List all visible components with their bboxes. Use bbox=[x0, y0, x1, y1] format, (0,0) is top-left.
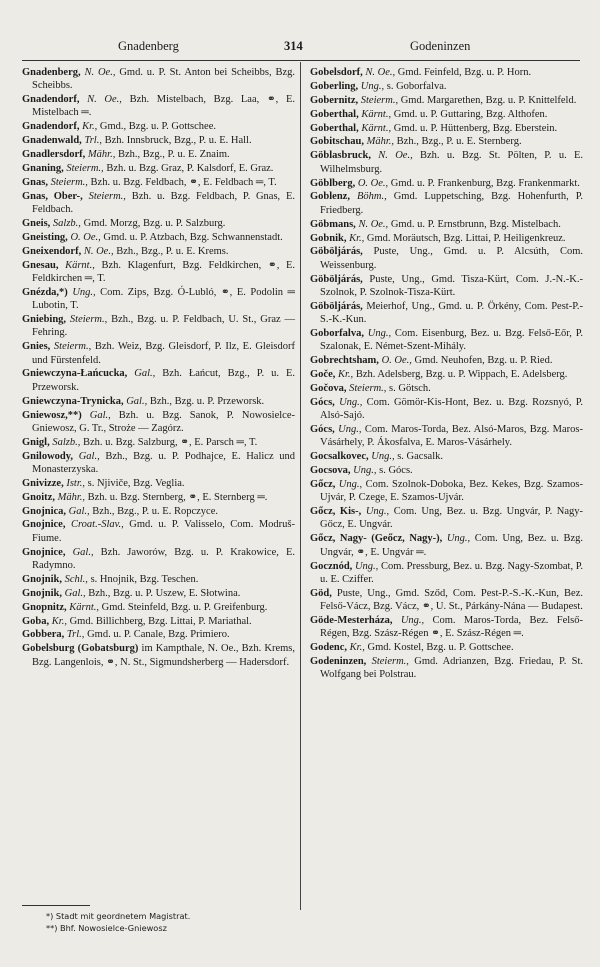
gazetteer-entry bbox=[22, 642, 295, 669]
entry-headword: Gobelsdorf, bbox=[310, 67, 363, 78]
entry-region: O. Oe., bbox=[70, 231, 101, 243]
entry-headword: Gobitschau, bbox=[310, 136, 364, 148]
entry-details: Gmd., Bzg. u. P. Gottschee. bbox=[99, 121, 216, 133]
running-header bbox=[0, 39, 600, 57]
gazetteer-entry bbox=[310, 655, 583, 682]
entry-headword: Gočova, bbox=[310, 382, 347, 394]
entry-region: Kärnt., bbox=[361, 122, 392, 134]
entry-region: Böhm., bbox=[356, 191, 387, 203]
entry-region: Salzb., bbox=[52, 436, 81, 448]
gazetteer-entry bbox=[310, 464, 583, 477]
entry-details: Meierhof, Ung., Gmd. u. P. Örkény, Com. Pest-P.-S.-K.-Kun. bbox=[320, 300, 583, 326]
entry-region: Gal., bbox=[89, 409, 111, 421]
entry-region: Ung., bbox=[360, 80, 385, 92]
entry-details: Bzh. Klagenfurt, Bzg. Feldkirchen, ⚭, E. Feldkirchen ═, T. bbox=[32, 259, 295, 284]
gazetteer-entry bbox=[22, 477, 295, 490]
column-divider bbox=[300, 62, 301, 910]
entry-region: Schl., bbox=[64, 573, 88, 585]
entry-headword: Gőcz, bbox=[310, 478, 336, 490]
gazetteer-entry bbox=[310, 641, 583, 654]
entry-details: Gmd. Kostel, Bzg. u. P. Gottschee. bbox=[367, 642, 514, 654]
entry-details: Com. Maros-Torda, Bez. Felső-Régen, Bzg. Szász-Régen ⚭, E. Szász-Régen ═. bbox=[320, 614, 584, 640]
entry-headword: Gnilowody, bbox=[22, 450, 74, 462]
entry-headword: Gnadendorf, bbox=[22, 121, 80, 133]
entry-details: Bzh., Bzg., P. u. E. Ropczyce. bbox=[92, 505, 218, 517]
entry-region: Gal., bbox=[72, 546, 94, 558]
entry-region: Steierm., bbox=[349, 382, 387, 394]
entry-headword: Gocsalkovec, bbox=[310, 451, 369, 463]
entry-region: Ung., bbox=[371, 451, 395, 463]
gazetteer-entry bbox=[22, 148, 295, 161]
entry-details: Com. Maros-Torda, Bez. Alsó-Maros, Bzg. Maros-Vásárhely, P. Ákosfalva, E. Maros-Vásárhely. bbox=[320, 424, 584, 449]
entry-region: Ung., bbox=[367, 327, 392, 339]
gazetteer-entry bbox=[310, 450, 583, 463]
entry-details: s. Goborfalva. bbox=[386, 80, 447, 92]
entry-details: Gmd. u. P. Atzbach, Bzg. Schwannenstadt. bbox=[103, 231, 283, 243]
entry-headword: Gnas, Ober-, bbox=[22, 190, 83, 202]
gazetteer-entry bbox=[310, 505, 583, 532]
entry-details: Bzh. Weiz, Bzg. Gleisdorf, P. Ilz, E. Gleisdorf und Fürstenfeld. bbox=[32, 341, 295, 366]
gazetteer-entry bbox=[310, 80, 583, 93]
gazetteer-entry bbox=[310, 327, 583, 354]
entry-headword: Gnojnik, bbox=[22, 587, 62, 599]
entry-region: Steierm., bbox=[360, 94, 399, 106]
entry-headword: Godenc, bbox=[310, 642, 348, 654]
entry-region: Kärnt., bbox=[69, 601, 100, 613]
gazetteer-entry bbox=[310, 66, 583, 79]
gazetteer-entry bbox=[22, 134, 295, 147]
entry-region: N. Oe., bbox=[358, 218, 389, 230]
entry-details: Bzh., Bzg., P. u. E. Znaim. bbox=[117, 149, 230, 161]
entry-headword: Goberthal, bbox=[310, 108, 359, 120]
entry-region: Mähr., bbox=[87, 149, 116, 161]
entry-headword: Goberling, bbox=[310, 80, 359, 92]
header-right-keyword: Godeninzen bbox=[410, 39, 471, 53]
entry-details: Bzh., Bzg., P. u. E. Sternberg. bbox=[396, 136, 522, 148]
entry-details: Gmd. u. P. Ernstbrunn, Bzg. Mistelbach. bbox=[390, 218, 561, 230]
entry-details: Bzh. u. Bzg. Graz, P. Kalsdorf, E. Graz. bbox=[106, 163, 274, 175]
entry-details: Com. Zips, Bzg. Ó-Lubló, ⚭, E. Podolin ═ Lubotin, T. bbox=[32, 286, 295, 312]
gazetteer-entry bbox=[310, 300, 583, 327]
entry-region: Steierm., bbox=[50, 176, 88, 188]
entry-region: Gal., bbox=[68, 505, 90, 517]
entry-region: Ung., bbox=[446, 533, 471, 545]
gazetteer-entry bbox=[22, 505, 295, 518]
entry-region: Steierm., bbox=[69, 314, 108, 326]
entry-details: Gmd. Steinfeld, Bzg. u. P. Greifenburg. bbox=[101, 601, 268, 613]
gazetteer-entry bbox=[310, 423, 583, 450]
entry-headword: Gnoitz, bbox=[22, 491, 55, 503]
entry-region: Salzb., bbox=[52, 218, 81, 230]
entry-headword: Gnojnice, bbox=[22, 546, 66, 558]
entry-headword: Gnas, bbox=[22, 176, 48, 188]
gazetteer-entry bbox=[22, 340, 295, 367]
entry-region: Trl., bbox=[66, 629, 85, 641]
gazetteer-entry bbox=[22, 573, 295, 586]
entry-headword: Godeninzen, bbox=[310, 655, 367, 667]
entry-headword: Gnadenberg, bbox=[22, 67, 81, 78]
gazetteer-entry bbox=[22, 450, 295, 477]
entry-region: Steierm., bbox=[371, 655, 409, 667]
entry-headword: Gocznód, bbox=[310, 560, 353, 572]
entry-headword: Gobbera, bbox=[22, 629, 65, 641]
gazetteer-entry bbox=[310, 382, 583, 395]
entry-details: Gmd. Luppetsching, Bzg. Hohenfurth, P. Friedberg. bbox=[320, 191, 583, 216]
entry-region: Steierm., bbox=[66, 163, 104, 175]
left-column bbox=[22, 66, 295, 669]
entry-headword: Gnadlersdorf, bbox=[22, 149, 86, 161]
gazetteer-entry bbox=[310, 560, 583, 587]
entry-region: N. Oe., bbox=[83, 245, 114, 257]
entry-region: N. Oe., bbox=[365, 67, 396, 78]
entry-details: Gmd. u. P. Valisselo, Com. Modruš-Fiume. bbox=[32, 519, 295, 544]
entry-region: Mähr., bbox=[57, 491, 86, 503]
entry-region: Kr., bbox=[349, 232, 365, 244]
entry-headword: Gobnik, bbox=[310, 232, 347, 244]
gazetteer-entry bbox=[310, 218, 583, 231]
entry-region: O. Oe., bbox=[357, 177, 389, 189]
entry-details: Gmd. Morzg, Bzg. u. P. Salzburg. bbox=[83, 218, 226, 230]
entry-details: im Kampthale, N. Oe., Bzh. Krems, Bzg. Langenlois, ⚭, N. St., Sigmundsherberg — Hadersdorf. bbox=[32, 643, 296, 668]
entry-details: Bzh. u. Bzg. Sternberg, ⚭, E. Sternberg ═. bbox=[87, 491, 268, 503]
entry-details: Bzh. u. Bzg. Feldbach, ⚭, E. Feldbach ═, T. bbox=[90, 176, 277, 188]
entry-details: Gmd. u. P. Frankenburg, Bzg. Frankenmarkt. bbox=[390, 177, 580, 189]
entry-region: O. Oe., bbox=[381, 355, 412, 367]
entry-region: Gal., bbox=[78, 450, 100, 462]
gazetteer-entry bbox=[22, 231, 295, 244]
gazetteer-entry bbox=[310, 177, 583, 190]
entry-headword: Gnézda,*) bbox=[22, 286, 68, 298]
header-rule bbox=[22, 60, 580, 61]
gazetteer-entry bbox=[310, 135, 583, 148]
entry-headword: Gnojnica, bbox=[22, 505, 67, 517]
entry-region: N. Oe., bbox=[84, 67, 116, 78]
entry-headword: Gneixendorf, bbox=[22, 245, 82, 257]
entry-details: Bzh. u. Bzg. Feldbach, P. Gnas, E. Feldbach. bbox=[32, 190, 295, 216]
gazetteer-entry bbox=[22, 286, 295, 313]
entry-details: Gmd. Adrianzen, Bzg. Friedau, P. St. Wolfgang bei Polstrau. bbox=[320, 655, 584, 681]
entry-region: Croat.-Slav., bbox=[70, 519, 124, 531]
entry-details: s. Hnojnik, Bzg. Teschen. bbox=[90, 573, 199, 585]
entry-region: Ung., bbox=[338, 478, 363, 490]
entry-headword: Göböljárás, bbox=[310, 300, 363, 312]
entry-details: Bzh. Innsbruck, Bzg., P. u. E. Hall. bbox=[104, 135, 252, 147]
entry-region: Ung., bbox=[339, 396, 363, 408]
entry-region: Ung., bbox=[354, 560, 379, 572]
gazetteer-entry bbox=[310, 587, 583, 614]
gazetteer-entry bbox=[22, 409, 295, 436]
entry-region: Ung., bbox=[353, 465, 377, 477]
entry-details: Com. Szolnok-Doboka, Bez. Kekes, Bzg. Szamos-Ujvár, P. Czege, E. Szamos-Ujvár. bbox=[320, 478, 584, 504]
gazetteer-entry bbox=[310, 478, 583, 505]
entry-details: Bzh., Bzg. u. P. Przeworsk. bbox=[149, 395, 265, 407]
entry-headword: Göblberg, bbox=[310, 177, 356, 189]
gazetteer-entry bbox=[22, 93, 295, 120]
entry-details: Gmd. Feinfeld, Bzg. u. P. Horn. bbox=[397, 67, 532, 78]
gazetteer-entry bbox=[310, 149, 583, 176]
entry-details: Bzh. Mistelbach, Bzg. Laa, ⚭, E. Mistelbach ═. bbox=[32, 94, 296, 119]
entry-headword: Göböljárás, bbox=[310, 246, 363, 258]
footnote: **) Bhf. Nowosielce-Gniewosz bbox=[46, 923, 167, 933]
gazetteer-entry bbox=[22, 395, 295, 408]
gazetteer-entry bbox=[310, 190, 583, 217]
entry-details: Com. Gömör-Kis-Hont, Bez. u. Bzg. Rozsnyó, P. Alsó-Sajó. bbox=[320, 396, 584, 422]
entry-region: N. Oe., bbox=[378, 150, 413, 162]
entry-details: s. Gócs. bbox=[379, 465, 413, 477]
entry-headword: Gnies, bbox=[22, 341, 51, 353]
gazetteer-entry bbox=[22, 546, 295, 573]
gazetteer-entry bbox=[22, 217, 295, 230]
gazetteer-entry bbox=[22, 259, 295, 286]
entry-headword: Gobernitz, bbox=[310, 94, 359, 106]
entry-headword: Gnaning, bbox=[22, 163, 64, 175]
entry-headword: Gobrechtsham, bbox=[310, 355, 379, 367]
entry-headword: Gőcz, Nagy- (Geőcz, Nagy-), bbox=[310, 533, 443, 545]
entry-headword: Gocsova, bbox=[310, 465, 351, 477]
gazetteer-entry bbox=[22, 313, 295, 340]
entry-details: Bzh. Adelsberg, Bzg. u. P. Wippach, E. Adelsberg. bbox=[355, 369, 568, 381]
gazetteer-entry bbox=[310, 396, 583, 423]
entry-details: Com. Ung, Bez. u. Bzg. Ungvár, P. Nagy-Gőcz, E. Ungvár. bbox=[320, 506, 584, 531]
gazetteer-entry bbox=[22, 162, 295, 175]
entry-details: s. Gacsalk. bbox=[397, 451, 443, 463]
entry-details: Bzh., Bzg., P. u. E. Krems. bbox=[116, 245, 229, 257]
entry-region: Ung., bbox=[72, 286, 96, 298]
entry-details: Com. Ung, Bez. u. Bzg. Ungvár, ⚭, E. Ungvár ═. bbox=[320, 533, 584, 558]
entry-region: Kr., bbox=[349, 642, 365, 654]
entry-details: Gmd. Margarethen, Bzg. u. P. Knittelfeld. bbox=[400, 94, 577, 106]
entry-headword: Gniewosz,**) bbox=[22, 409, 82, 421]
entry-headword: Gniewczyna-Łańcucka, bbox=[22, 368, 128, 380]
entry-details: Bzh. u. Bzg. Sanok, P. Nowosielce-Gniewosz, G. Tr., Stroże — Zagórz. bbox=[32, 409, 295, 434]
entry-headword: Göd, bbox=[310, 587, 332, 599]
gazetteer-entry bbox=[310, 614, 583, 641]
gazetteer-entry bbox=[22, 66, 295, 93]
gazetteer-entry bbox=[22, 367, 295, 394]
entry-region: Gal., bbox=[64, 587, 86, 599]
entry-region: Trl., bbox=[84, 135, 102, 147]
gazetteer-entry bbox=[310, 273, 583, 300]
entry-headword: Goblenz, bbox=[310, 191, 350, 203]
entry-headword: Goče, bbox=[310, 369, 336, 381]
gazetteer-entry bbox=[22, 120, 295, 133]
entry-headword: Gneisting, bbox=[22, 231, 68, 243]
entry-details: Puste, Ung., Gmd. u. P. Alcsúth, Com. Weissenburg. bbox=[320, 246, 583, 271]
entry-details: Gmd. Billichberg, Bzg. Littai, P. Mariathal. bbox=[69, 615, 252, 627]
entry-details: Bzh. Łańcut, Bzg., P. u. E. Przeworsk. bbox=[32, 368, 295, 393]
footnotes bbox=[46, 910, 286, 934]
gazetteer-entry bbox=[310, 108, 583, 121]
entry-details: Gmd. Neuhofen, Bzg. u. P. Ried. bbox=[414, 355, 553, 367]
entry-headword: Göde-Mesterháza, bbox=[310, 614, 393, 626]
entry-region: Kärnt., bbox=[65, 259, 95, 271]
entry-headword: Goborfalva, bbox=[310, 327, 364, 339]
entry-details: Bzh. u. Bzg. Salzburg, ⚭, E. Parsch ═, T. bbox=[82, 436, 258, 448]
entry-details: Com. Eisenburg, Bez. u. Bzg. Felső-Eőr, P. Szalonak, E. Német-Szent-Mihály. bbox=[320, 327, 583, 353]
entry-headword: Gócs, bbox=[310, 424, 335, 435]
entry-headword: Gőcz, Kis-, bbox=[310, 506, 362, 518]
gazetteer-entry bbox=[22, 518, 295, 545]
gazetteer-entry bbox=[22, 176, 295, 189]
footnote-rule bbox=[22, 905, 90, 906]
page-number: 314 bbox=[284, 39, 303, 53]
entry-details: Bzh., Bzg. u. P. Feldbach, U. St., Graz — Fehring. bbox=[32, 314, 296, 339]
entry-region: Steierm., bbox=[88, 190, 126, 202]
gazetteer-entry bbox=[22, 628, 295, 641]
entry-region: Kärnt., bbox=[361, 108, 392, 120]
gazetteer-entry bbox=[22, 587, 295, 600]
entry-details: s. Götsch. bbox=[389, 382, 431, 394]
header-left-keyword: Gnadenberg bbox=[118, 39, 179, 53]
entry-details: Gmd. u. P. Hüttenberg, Bzg. Eberstein. bbox=[393, 122, 558, 134]
entry-region: Gal., bbox=[134, 368, 156, 380]
entry-headword: Göblasbruck, bbox=[310, 150, 371, 162]
gazetteer-entry bbox=[310, 245, 583, 272]
entry-details: Puste, Ung., Gmd. Sződ, Com. Pest-P.-S.-K.-Kun, Bez. Felső-Vácz, Bzg. Vácz, ⚭, U. St., Párkány-Nána — Budapest. bbox=[320, 587, 583, 613]
entry-headword: Gnadendorf, bbox=[22, 94, 80, 106]
entry-region: Ung., bbox=[365, 506, 390, 518]
right-column bbox=[310, 66, 583, 682]
entry-details: Bzh. u. Bzg. St. Pölten, P. u. E. Wilhelmsburg. bbox=[320, 150, 584, 175]
entry-details: Gmd. Moräutsch, Bzg. Littai, P. Heiligenkreuz. bbox=[366, 232, 566, 244]
entry-headword: Göböljárás, bbox=[310, 273, 363, 285]
entry-headword: Gnopnitz, bbox=[22, 601, 67, 613]
entry-details: Gmd. u. P. Guttaring, Bzg. Althofen. bbox=[393, 108, 548, 120]
entry-details: Com. Pressburg, Bez. u. Bzg. Nagy-Szombat, P. u. E. Cziffer. bbox=[320, 560, 584, 585]
entry-region: Kr., bbox=[338, 369, 354, 381]
gazetteer-entry bbox=[310, 232, 583, 245]
gazetteer-entry bbox=[22, 615, 295, 628]
footnote: *) Stadt mit geordnetem Magistrat. bbox=[46, 911, 191, 921]
entry-region: Ung., bbox=[400, 614, 425, 626]
entry-region: N. Oe., bbox=[87, 94, 122, 106]
entry-region: Kr., bbox=[51, 615, 67, 627]
entry-details: Puste, Ung., Gmd. Tisza-Kürt, Com. J.-N.-K.-Szolnok, P. Szolnok-Tisza-Kürt. bbox=[320, 273, 583, 298]
entry-details: Bzh. Jaworów, Bzg. u. P. Krakowice, E. Radymno. bbox=[32, 546, 296, 571]
entry-details: s. Njiviče, Bzg. Veglia. bbox=[87, 477, 185, 489]
entry-headword: Gnojnice, bbox=[22, 519, 66, 531]
entry-headword: Gniebing, bbox=[22, 314, 67, 326]
gazetteer-entry bbox=[22, 190, 295, 217]
entry-region: Istr., bbox=[66, 477, 86, 489]
entry-headword: Goba, bbox=[22, 615, 50, 627]
entry-headword: Gnadenwald, bbox=[22, 135, 82, 147]
entry-region: Gal., bbox=[126, 395, 148, 407]
entry-region: Kr., bbox=[82, 121, 98, 133]
entry-headword: Gnojnik, bbox=[22, 573, 62, 585]
entry-region: Ung., bbox=[338, 424, 362, 435]
entry-details: Bzh., Bzg. u. P. Podhajce, E. Halicz und Monasterzyska. bbox=[32, 450, 295, 475]
entry-headword: Gneis, bbox=[22, 218, 51, 230]
gazetteer-entry bbox=[22, 245, 295, 258]
entry-headword: Goberthal, bbox=[310, 122, 359, 134]
entry-details: Gmd. u. P. St. Anton bei Scheibbs, Bzg. Scheibbs. bbox=[32, 67, 296, 92]
entry-region: Steierm., bbox=[53, 341, 92, 353]
entry-headword: Gnigl, bbox=[22, 436, 50, 448]
entry-region: Mähr., bbox=[366, 136, 395, 148]
gazetteer-entry bbox=[310, 368, 583, 381]
entry-headword: Gniewczyna-Trynicka, bbox=[22, 395, 124, 407]
entry-details: Gmd. u. P. Canale, Bzg. Primiero. bbox=[87, 629, 230, 641]
entry-headword: Göbmans, bbox=[310, 218, 356, 230]
gazetteer-entry bbox=[310, 532, 583, 559]
entry-headword: Gócs, bbox=[310, 396, 335, 408]
gazetteer-entry bbox=[310, 94, 583, 107]
entry-details: Bzh., Bzg. u. P. Uszew, E. Słotwina. bbox=[88, 587, 241, 599]
entry-headword: Gobelsburg (Gobatsburg) bbox=[22, 643, 139, 655]
gazetteer-entry bbox=[22, 601, 295, 614]
entry-headword: Gnesau, bbox=[22, 259, 59, 271]
entry-headword: Gnivizze, bbox=[22, 477, 64, 489]
gazetteer-entry bbox=[310, 354, 583, 367]
gazetteer-entry bbox=[22, 491, 295, 504]
gazetteer-entry bbox=[22, 436, 295, 449]
gazetteer-entry bbox=[310, 122, 583, 135]
